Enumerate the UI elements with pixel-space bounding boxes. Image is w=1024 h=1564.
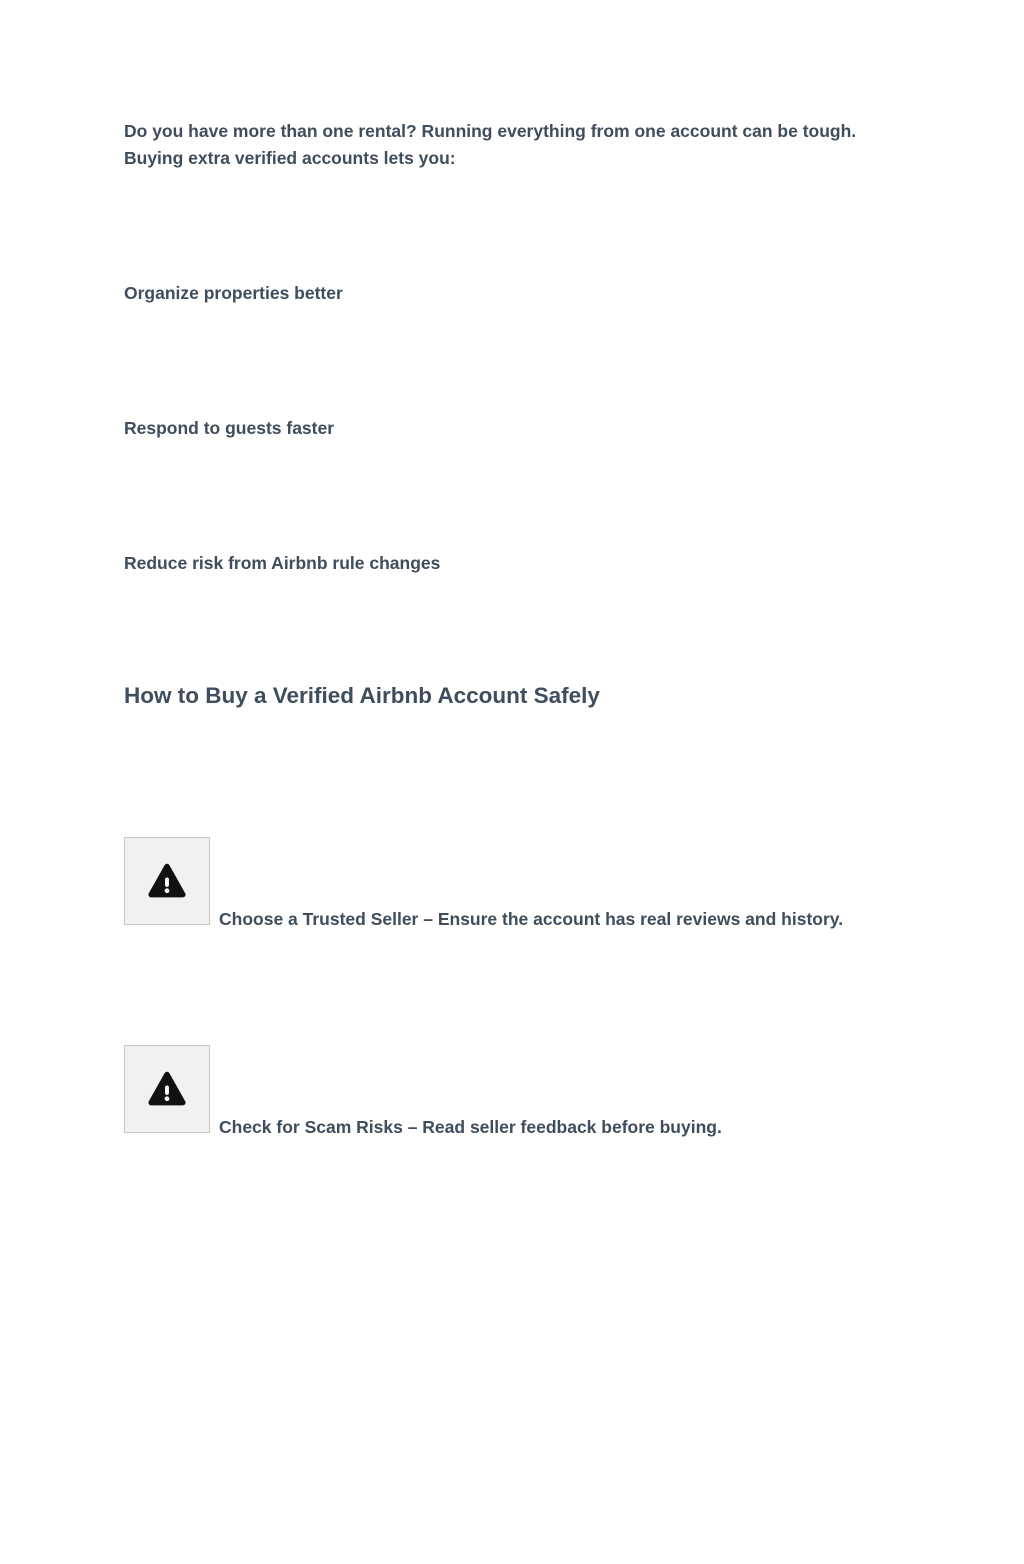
intro-paragraph: Do you have more than one rental? Running everything from one account can be tough. Buying extra verified accounts lets you: — [124, 121, 857, 168]
step-text: Choose a Trusted Seller – Ensure the account has real reviews and history. — [219, 909, 844, 929]
benefit-heading-rule-changes: Reduce risk from Airbnb rule changes — [124, 553, 441, 573]
warning-image-placeholder — [124, 837, 210, 925]
benefit-heading-respond: Respond to guests faster — [124, 418, 335, 438]
benefit-heading-organize: Organize properties better — [124, 283, 343, 303]
step-item — [124, 837, 892, 933]
document-page — [0, 118, 1024, 1141]
section-heading: How to Buy a Verified Airbnb Account Safely — [124, 683, 600, 708]
warning-icon — [144, 861, 190, 903]
warning-image-placeholder — [124, 1045, 210, 1133]
warning-icon — [144, 1069, 190, 1111]
step-item — [124, 1045, 892, 1141]
step-text: Check for Scam Risks – Read seller feedback before buying. — [219, 1117, 722, 1137]
